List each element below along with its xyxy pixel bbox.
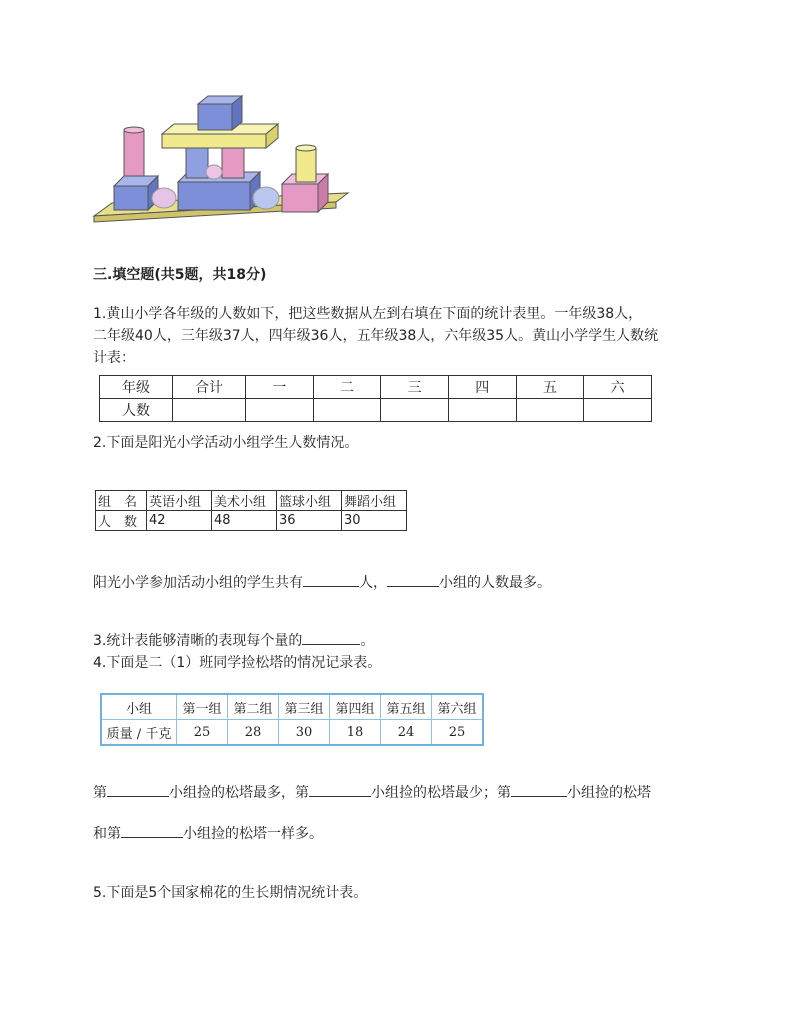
- q3-text: 3.统计表能够清晰的表现每个量的: [93, 633, 303, 649]
- header-cell: 美术小组: [212, 491, 277, 511]
- q4-fill-line-1: [93, 782, 733, 804]
- answer-blank[interactable]: [511, 782, 567, 797]
- value-cell: 25: [177, 720, 228, 746]
- building-blocks-illustration: [90, 90, 352, 225]
- q2-text-a: 阳光小学参加活动小组的学生共有: [93, 575, 303, 591]
- header-cell: 一: [246, 376, 314, 399]
- grade-student-table: [99, 375, 652, 422]
- q2-text-b: 人，: [359, 575, 387, 591]
- q4-text-b: 小组捡的松塔最多，第: [169, 785, 309, 801]
- answer-cell[interactable]: [448, 399, 516, 422]
- answer-cell[interactable]: [584, 399, 652, 422]
- row-label-cell: 人 数: [96, 511, 147, 531]
- answer-cell[interactable]: [246, 399, 314, 422]
- header-cell: 第三组: [279, 694, 330, 720]
- pinecone-table: [100, 693, 484, 746]
- q1-line-3: 计表：: [93, 350, 135, 366]
- answer-cell[interactable]: [381, 399, 449, 422]
- answer-cell[interactable]: [173, 399, 246, 422]
- table-row: [101, 694, 483, 720]
- q1-line-1: 1.黄山小学各年级的人数如下，把这些数据从左到右填在下面的统计表里。一年级38人，: [93, 306, 643, 322]
- row-label-cell: 人数: [100, 399, 173, 422]
- header-cell: 合计: [173, 376, 246, 399]
- header-cell: 舞蹈小组: [342, 491, 407, 511]
- section-title: 三.填空题(共5题，共18分): [93, 267, 267, 283]
- value-cell: 25: [432, 720, 484, 746]
- question-4: 4.下面是二（1）班同学捡松塔的情况记录表。: [93, 655, 382, 671]
- header-cell: 第四组: [330, 694, 381, 720]
- answer-blank[interactable]: [121, 823, 183, 838]
- question-5: 5.下面是5个国家棉花的生长期情况统计表。: [93, 885, 368, 901]
- answer-blank[interactable]: [309, 782, 371, 797]
- value-cell: 28: [228, 720, 279, 746]
- header-cell: 二: [313, 376, 381, 399]
- table-row: [101, 720, 483, 746]
- value-cell: 42: [147, 511, 212, 531]
- q4-text-a: 第: [93, 785, 107, 801]
- header-cell: 四: [448, 376, 516, 399]
- answer-cell[interactable]: [516, 399, 584, 422]
- q2-fill-sentence: [93, 572, 713, 594]
- q4-text-d: 小组捡的松塔: [567, 785, 651, 801]
- q4-text-f: 小组捡的松塔一样多。: [183, 826, 323, 842]
- table-row: [96, 511, 407, 531]
- question-1: [93, 303, 713, 369]
- header-cell: 小组: [101, 694, 177, 720]
- answer-blank[interactable]: [303, 572, 359, 587]
- activity-group-table: [95, 490, 407, 531]
- header-cell: 英语小组: [147, 491, 212, 511]
- value-cell: 30: [342, 511, 407, 531]
- value-cell: 30: [279, 720, 330, 746]
- answer-blank[interactable]: [302, 630, 360, 645]
- q3-end: 。: [360, 633, 375, 649]
- header-cell: 第六组: [432, 694, 484, 720]
- q2-text-c: 小组的人数最多。: [439, 575, 551, 591]
- question-3: [93, 630, 713, 652]
- header-cell: 组 名: [96, 491, 147, 511]
- header-cell: 第一组: [177, 694, 228, 720]
- value-cell: 18: [330, 720, 381, 746]
- row-label-cell: 质量 / 千克: [101, 720, 177, 746]
- header-cell: 六: [584, 376, 652, 399]
- q4-text-e: 和第: [93, 826, 121, 842]
- header-cell: 年级: [100, 376, 173, 399]
- table-row: [100, 399, 652, 422]
- header-cell: 三: [381, 376, 449, 399]
- q4-fill-line-2: [93, 823, 713, 845]
- header-cell: 篮球小组: [277, 491, 342, 511]
- header-cell: 第五组: [381, 694, 432, 720]
- header-cell: 第二组: [228, 694, 279, 720]
- answer-blank[interactable]: [107, 782, 169, 797]
- q1-line-2: 二年级40人，三年级37人，四年级36人，五年级38人，六年级35人。黄山小学学生人数统: [93, 328, 659, 344]
- header-cell: 五: [516, 376, 584, 399]
- value-cell: 24: [381, 720, 432, 746]
- value-cell: 48: [212, 511, 277, 531]
- answer-cell[interactable]: [313, 399, 381, 422]
- q4-text-c: 小组捡的松塔最少；第: [371, 785, 511, 801]
- answer-blank[interactable]: [387, 572, 439, 587]
- table-row: [100, 376, 652, 399]
- table-row: [96, 491, 407, 511]
- question-2: 2.下面是阳光小学活动小组学生人数情况。: [93, 435, 359, 451]
- value-cell: 36: [277, 511, 342, 531]
